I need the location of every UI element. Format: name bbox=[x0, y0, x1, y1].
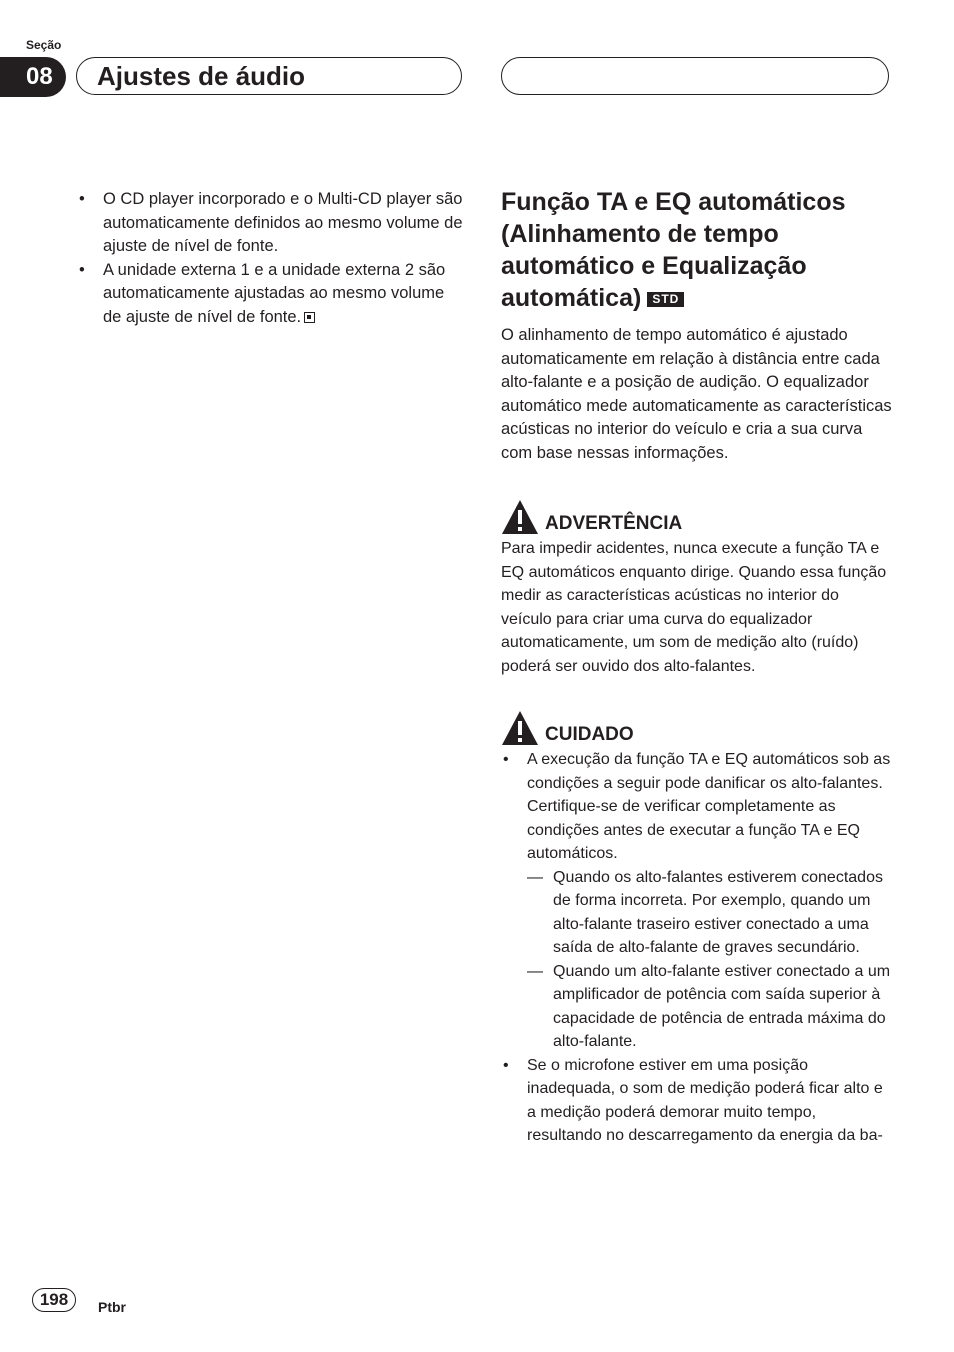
section-number-tab: 08 bbox=[0, 57, 66, 97]
caution-sub-text: Quando os alto-falantes estiverem conectados de forma incorreta. Por exemplo, quando um alto-falante traseiro estiver conectado a uma saída de alto-falante de graves secundário. bbox=[553, 868, 883, 956]
empty-header-box bbox=[501, 57, 889, 95]
warning-text: Para impedir acidentes, nunca execute a função TA e EQ automáticos enquanto dirige. Quando essa função medir as características acústicas no interior do veículo para criar uma curva do equalizador automaticamente, um som de medição alto (ruído) poderá ser ouvido dos alto-falantes. bbox=[501, 540, 887, 675]
intro-paragraph: O alinhamento de tempo automático é ajustado automaticamente em relação à distância entre cada alto-falante e a posição de audição. O equalizador automático mede automaticamente as características acústicas no interior do veículo e cria a sua curva com base nessas informações. bbox=[501, 326, 892, 462]
section-title: Ajustes de áudio bbox=[97, 61, 306, 91]
caution-header bbox=[501, 706, 893, 746]
function-heading-text: Função TA e EQ automáticos (Alinhamento de tempo automático e Equalização automática) bbox=[501, 188, 846, 312]
caution-sub-list bbox=[527, 866, 893, 1054]
section-title-box bbox=[76, 57, 462, 95]
left-bullet-text: A unidade externa 1 e a unidade externa 2 são automaticamente ajustadas ao mesmo volume de ajuste de nível de fonte. bbox=[103, 260, 446, 326]
function-heading bbox=[501, 186, 893, 314]
left-bullet-text: O CD player incorporado e o Multi-CD player são automaticamente definidos ao mesmo volume de ajuste de nível de fonte. bbox=[103, 190, 463, 255]
warning-triangle-icon bbox=[501, 499, 539, 535]
warning-header bbox=[501, 495, 893, 535]
caution-bullet-text: Se o microfone estiver em uma posição inadequada, o som de medição poderá ficar alto e a medição poderá demorar muito tempo, resultando no descarregamento da energia da ba- bbox=[527, 1056, 883, 1144]
caution-sub-item bbox=[527, 960, 893, 1054]
caution-bullet-item bbox=[501, 1054, 893, 1148]
section-label: Seção bbox=[26, 38, 62, 52]
caution-label: CUIDADO bbox=[545, 724, 634, 745]
left-bullet-item bbox=[77, 259, 465, 330]
caution-bullet-item bbox=[501, 748, 893, 1054]
std-badge: STD bbox=[647, 292, 684, 307]
page-number: 198 bbox=[32, 1288, 76, 1312]
caution-sub-item bbox=[527, 866, 893, 960]
language-code: Ptbr bbox=[98, 1299, 126, 1315]
right-column bbox=[501, 186, 893, 1148]
left-bullet-list bbox=[77, 188, 465, 329]
caution-list bbox=[501, 748, 893, 1148]
caution-sub-text: Quando um alto-falante estiver conectado a um amplificador de potência com saída superior à capacidade de potência de entrada máxima do alto-falante. bbox=[553, 962, 891, 1050]
left-bullet-item bbox=[77, 188, 465, 259]
end-mark-icon bbox=[304, 312, 315, 323]
caution-triangle-icon bbox=[501, 710, 539, 746]
caution-bullet-text: A execução da função TA e EQ automáticos sob as condições a seguir pode danificar os alto-falantes. Certifique-se de verificar completamente as condições antes de executar a função TA e EQ automáticos. bbox=[527, 751, 891, 862]
warning-label: ADVERTÊNCIA bbox=[545, 513, 683, 534]
left-column bbox=[77, 188, 465, 329]
